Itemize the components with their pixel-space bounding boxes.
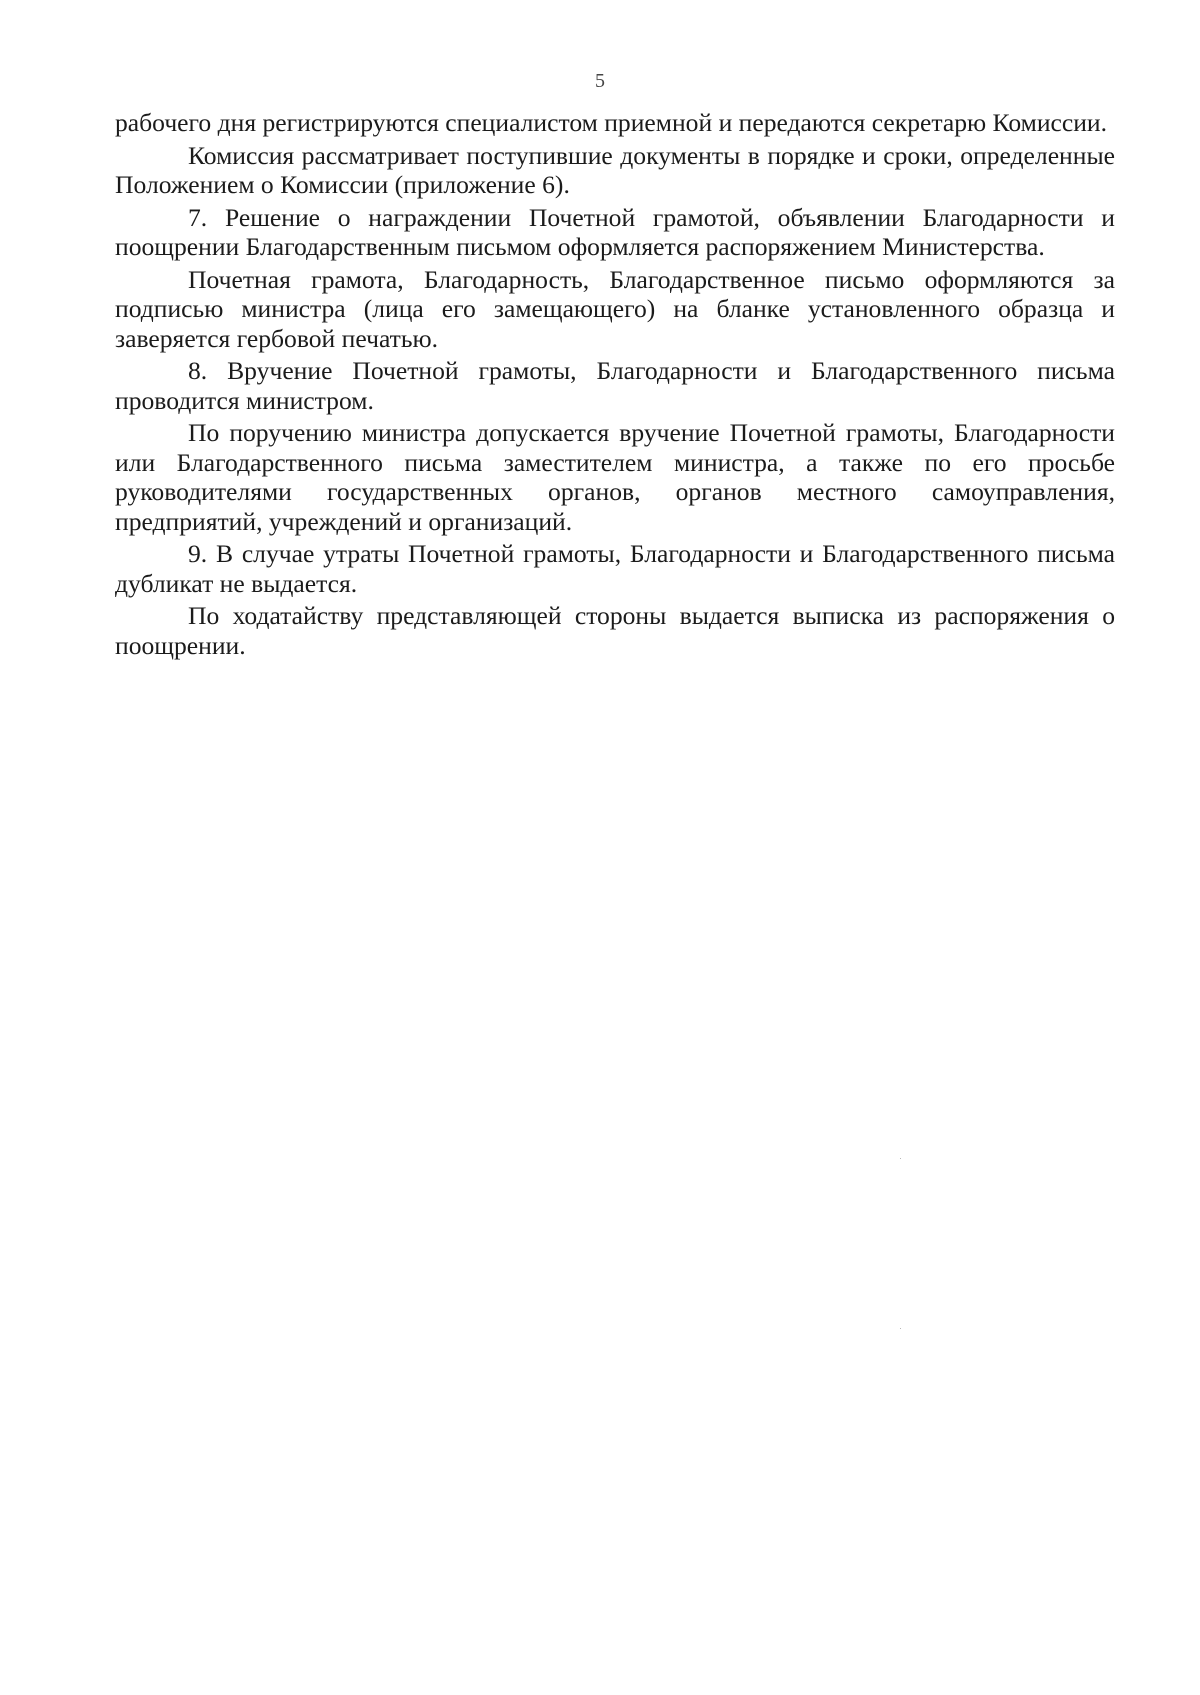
paragraph-item-9: 9. В случае утраты Почетной грамоты, Благодарности и Благодарственного письма дубликат не выдается.	[115, 539, 1115, 598]
paragraph-continuation: рабочего дня регистрируются специалистом приемной и передаются секретарю Комиссии.	[115, 108, 1108, 137]
scan-speck	[900, 1328, 901, 1329]
paragraph-commission-review: Комиссия рассматривает поступившие документы в порядке и сроки, определенные Положением о Комиссии (приложение 6).	[115, 140, 1115, 199]
paragraph-certificate-signature: Почетная грамота, Благодарность, Благодарственное письмо оформляются за подписью министра (лица его замещающего) на бланке установленного образца и заверяется гербовой печатью.	[115, 264, 1115, 353]
paragraph-extract: По ходатайству представляющей стороны выдается выписка из распоряжения о поощрении.	[115, 601, 1115, 660]
paragraph-item-8: 8. Вручение Почетной грамоты, Благодарности и Благодарственного письма проводится министром.	[115, 356, 1115, 415]
paragraph-item-7: 7. Решение о награждении Почетной грамотой, объявлении Благодарности и поощрении Благодарственным письмом оформляется распоряжением Министерства.	[115, 202, 1115, 261]
page-number: 5	[595, 70, 605, 92]
document-body	[115, 108, 1115, 663]
paragraph-minister-instruction: По поручению министра допускается вручение Почетной грамоты, Благодарности или Благодарственного письма заместителем министра, а также по его просьбе руководителями государственных органов, органов местного самоуправления, предприятий, учреждений и организаций.	[115, 418, 1115, 536]
scan-speck	[900, 1158, 901, 1159]
